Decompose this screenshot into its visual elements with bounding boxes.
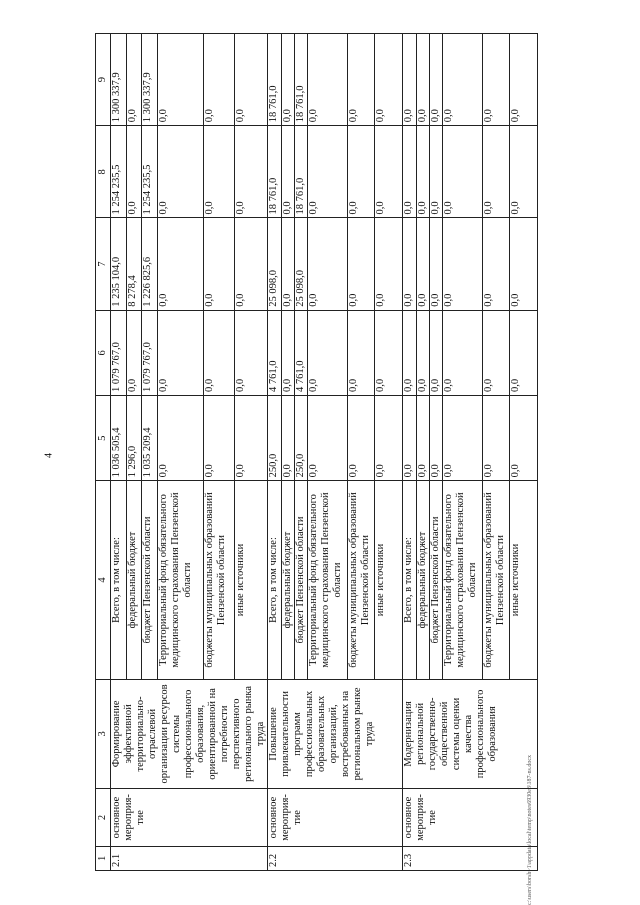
amount-cell: 0,0 [443,34,483,126]
funding-source: Всего, в том числе: [403,481,417,679]
amount-cell: 0,0 [348,218,375,310]
amount-cell: 1 254 235,5 [111,126,127,218]
amount-cell: 0,0 [483,310,510,395]
page-number: 4 [43,453,55,458]
amount-cell: 0,0 [282,126,295,218]
funding-source: Всего, в том числе: [111,481,127,679]
amount-cell: 0,0 [157,310,204,395]
funding-source: федеральный бюджет [282,481,295,679]
amount-cell: 0,0 [510,34,538,126]
amount-cell: 0,0 [157,34,204,126]
amount-cell: 0,0 [204,310,235,395]
amount-cell: 0,0 [375,396,403,481]
header-cell: 4 [96,481,111,679]
funding-source: федеральный бюджет [417,481,430,679]
footer-file-path: c:\users\borsh~1\appdata\local\temp\notes6930e8\187-ns.docx [527,754,533,905]
amount-cell: 1 300 337,9 [111,34,127,126]
activity-id: 2.3 [403,846,538,870]
rotated-table-container [95,33,590,871]
amount-cell: 1 079 767,0 [111,310,127,395]
amount-cell: 18 761,0 [268,34,282,126]
amount-cell: 1 235 104,0 [111,218,127,310]
amount-cell: 250,0 [268,396,282,481]
amount-cell: 0,0 [443,218,483,310]
amount-cell: 0,0 [417,126,430,218]
amount-cell: 0,0 [510,218,538,310]
amount-cell: 0,0 [235,310,268,395]
amount-cell: 25 098,0 [295,218,308,310]
funding-source: иные источники [235,481,268,679]
amount-cell: 0,0 [235,396,268,481]
header-cell: 3 [96,679,111,789]
funding-source: бюджет Пензенской области [142,481,157,679]
activity-description: Повышение привлекательности программ профессиональных образовательных организаций, востребованных на региональном рынке труда [268,679,403,789]
amount-cell: 0,0 [157,218,204,310]
amount-cell: 0,0 [308,310,348,395]
amount-cell: 0,0 [282,34,295,126]
funding-table [95,33,538,871]
amount-cell: 0,0 [403,218,417,310]
amount-cell: 0,0 [510,126,538,218]
amount-cell: 4 761,0 [295,310,308,395]
amount-cell: 0,0 [443,310,483,395]
activity-id: 2.1 [111,846,268,870]
funding-source: бюджет Пензенской области [295,481,308,679]
funding-source: иные источники [510,481,538,679]
amount-cell: 0,0 [282,396,295,481]
amount-cell: 0,0 [204,218,235,310]
header-cell: 1 [96,846,111,870]
activity-description: Формирование эффективной территориально-отраслевой организации ресурсов системы профессионального образования, ориентированной на потребности перспективного регионального рынка труда [111,679,268,789]
amount-cell: 250,0 [295,396,308,481]
amount-cell: 0,0 [417,34,430,126]
funding-source: Территориальный фонд обязательного медицинского страхования Пензенской области [443,481,483,679]
funding-source: федеральный бюджет [127,481,142,679]
amount-cell: 0,0 [204,396,235,481]
amount-cell: 0,0 [403,310,417,395]
amount-cell: 0,0 [417,310,430,395]
amount-cell: 1 036 505,4 [111,396,127,481]
header-cell: 8 [96,126,111,218]
amount-cell: 0,0 [157,126,204,218]
amount-cell: 25 098,0 [268,218,282,310]
amount-cell: 0,0 [308,396,348,481]
activity-type: основное мероприя-тие [111,789,268,847]
amount-cell: 1 296,0 [127,396,142,481]
amount-cell: 0,0 [235,126,268,218]
header-cell: 5 [96,396,111,481]
amount-cell: 0,0 [375,126,403,218]
amount-cell: 0,0 [483,34,510,126]
amount-cell: 0,0 [157,396,204,481]
funding-source: бюджеты муниципальных образований Пензенской области [204,481,235,679]
activity-description: Модернизация региональной государственно-общественной системы оценки качества профессионального образования [403,679,538,789]
amount-cell: 0,0 [308,126,348,218]
activity-type: основное мероприя-тие [403,789,538,847]
amount-cell: 1 300 337,9 [142,34,157,126]
funding-source: иные источники [375,481,403,679]
amount-cell: 1 226 825,6 [142,218,157,310]
funding-source: Территориальный фонд обязательного медицинского страхования Пензенской области [157,481,204,679]
table-row [403,34,417,871]
amount-cell: 0,0 [282,310,295,395]
header-row [96,34,111,871]
amount-cell: 0,0 [430,126,443,218]
amount-cell: 0,0 [375,34,403,126]
amount-cell: 1 254 235,5 [142,126,157,218]
amount-cell: 0,0 [510,396,538,481]
amount-cell: 0,0 [282,218,295,310]
amount-cell: 0,0 [430,34,443,126]
funding-source: бюджеты муниципальных образований Пензенской области [483,481,510,679]
amount-cell: 0,0 [417,218,430,310]
amount-cell: 0,0 [430,396,443,481]
funding-source: Всего, в том числе: [268,481,282,679]
amount-cell: 1 079 767,0 [142,310,157,395]
funding-source: Территориальный фонд обязательного медицинского страхования Пензенской области [308,481,348,679]
amount-cell: 0,0 [348,126,375,218]
amount-cell: 1 035 209,4 [142,396,157,481]
amount-cell: 0,0 [510,310,538,395]
amount-cell: 0,0 [443,126,483,218]
amount-cell: 0,0 [235,34,268,126]
amount-cell: 0,0 [483,396,510,481]
amount-cell: 0,0 [417,396,430,481]
amount-cell: 0,0 [483,126,510,218]
amount-cell: 0,0 [127,34,142,126]
amount-cell: 8 278,4 [127,218,142,310]
table-row [268,34,282,871]
amount-cell: 0,0 [348,310,375,395]
amount-cell: 0,0 [127,126,142,218]
funding-source: бюджеты муниципальных образований Пензенской области [348,481,375,679]
amount-cell: 18 761,0 [295,34,308,126]
amount-cell: 4 761,0 [268,310,282,395]
amount-cell: 0,0 [204,126,235,218]
activity-id: 2.2 [268,846,403,870]
amount-cell: 0,0 [403,34,417,126]
amount-cell: 18 761,0 [295,126,308,218]
amount-cell: 18 761,0 [268,126,282,218]
header-cell: 6 [96,310,111,395]
header-cell: 7 [96,218,111,310]
amount-cell: 0,0 [375,218,403,310]
amount-cell: 0,0 [403,396,417,481]
amount-cell: 0,0 [204,34,235,126]
amount-cell: 0,0 [348,396,375,481]
header-cell: 9 [96,34,111,126]
amount-cell: 0,0 [348,34,375,126]
amount-cell: 0,0 [235,218,268,310]
amount-cell: 0,0 [308,34,348,126]
amount-cell: 0,0 [430,218,443,310]
amount-cell: 0,0 [430,310,443,395]
header-cell: 2 [96,789,111,847]
amount-cell: 0,0 [403,126,417,218]
activity-type: основное мероприя-тие [268,789,403,847]
amount-cell: 0,0 [127,310,142,395]
table-row [111,34,127,871]
amount-cell: 0,0 [483,218,510,310]
funding-source: бюджет Пензенской области [430,481,443,679]
amount-cell: 0,0 [375,310,403,395]
amount-cell: 0,0 [308,218,348,310]
table-body [111,34,538,871]
amount-cell: 0,0 [443,396,483,481]
